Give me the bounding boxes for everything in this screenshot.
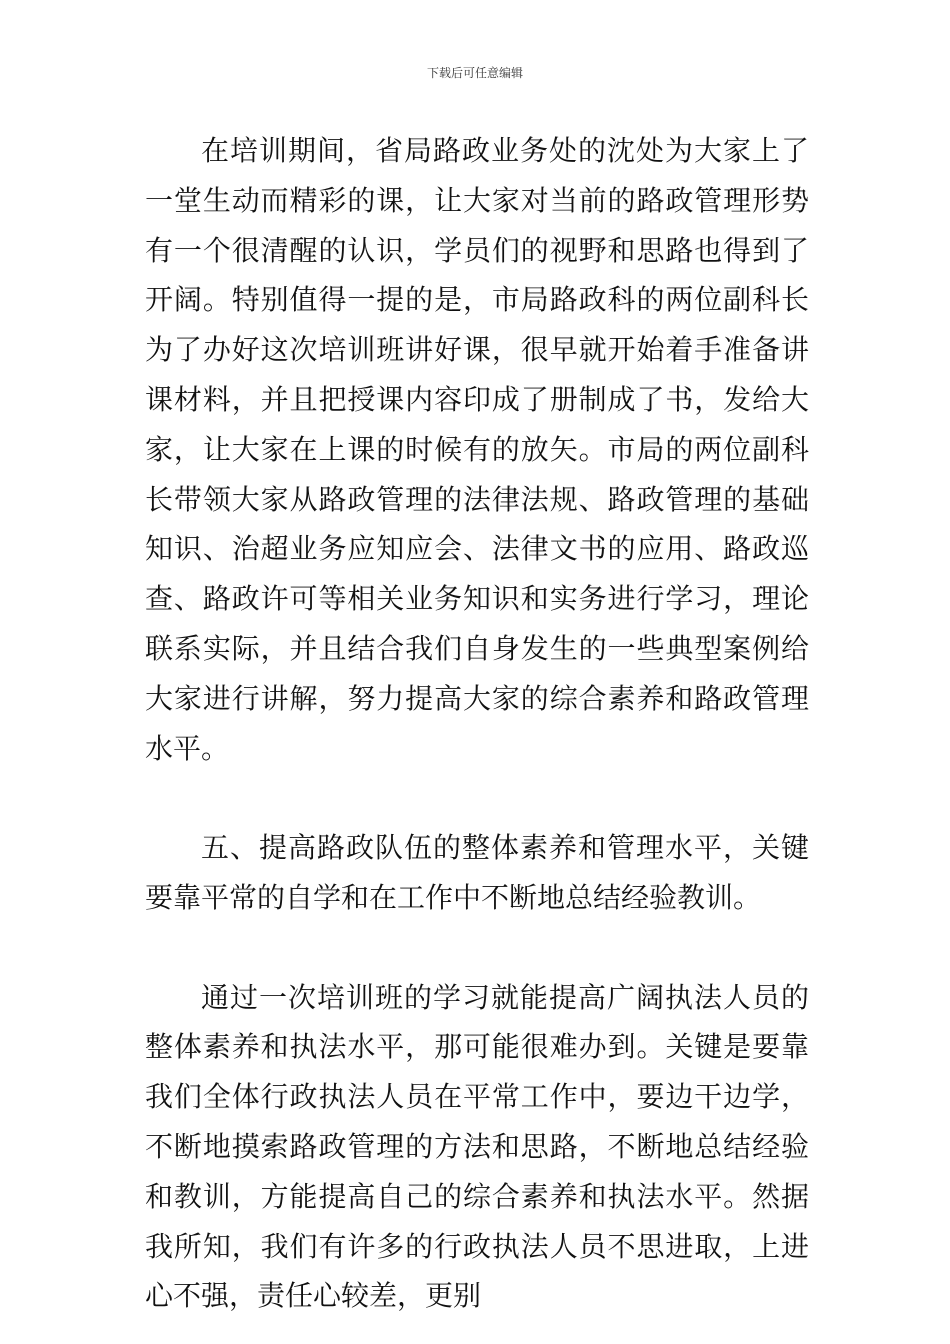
paragraph-self-study: 通过一次培训班的学习就能提高广阔执法人员的整体素养和执法水平，那可能很难办到。关键是要靠我们全体行政执法人员在平常工作中，要边干边学，不断地摸索路政管理的方法和思路，不断地总结经验和教训，方能提高自己的综合素养和执法水平。然据我所知，我们有许多的行政执法人员不思进取，上进心不强，责任心较差，更别 (145, 980, 809, 1313)
document-body (145, 126, 809, 1321)
paragraph-section-five-heading: 五、提高路政队伍的整体素养和管理水平，关键要靠平常的自学和在工作中不断地总结经验教训。 (145, 831, 809, 914)
page-header: 下载后可任意编辑 (426, 66, 523, 80)
paragraph-training-course: 在培训期间，省局路政业务处的沈处为大家上了一堂生动而精彩的课，让大家对当前的路政管理形势有一个很清醒的认识，学员们的视野和思路也得到了开阔。特别值得一提的是，市局路政科的两位副科长为了办好这次培训班讲好课，很早就开始着手准备讲课材料，并且把授课内容印成了册制成了书，发给大家，让大家在上课的时候有的放矢。市局的两位副科长带领大家从路政管理的法律法规、路政管理的基础知识、治超业务应知应会、法律文书的应用、路政巡查、路政许可等相关业务知识和实务进行学习，理论联系实际，并且结合我们自身发生的一些典型案例给大家进行讲解，努力提高大家的综合素养和路政管理水平。 (145, 134, 809, 765)
